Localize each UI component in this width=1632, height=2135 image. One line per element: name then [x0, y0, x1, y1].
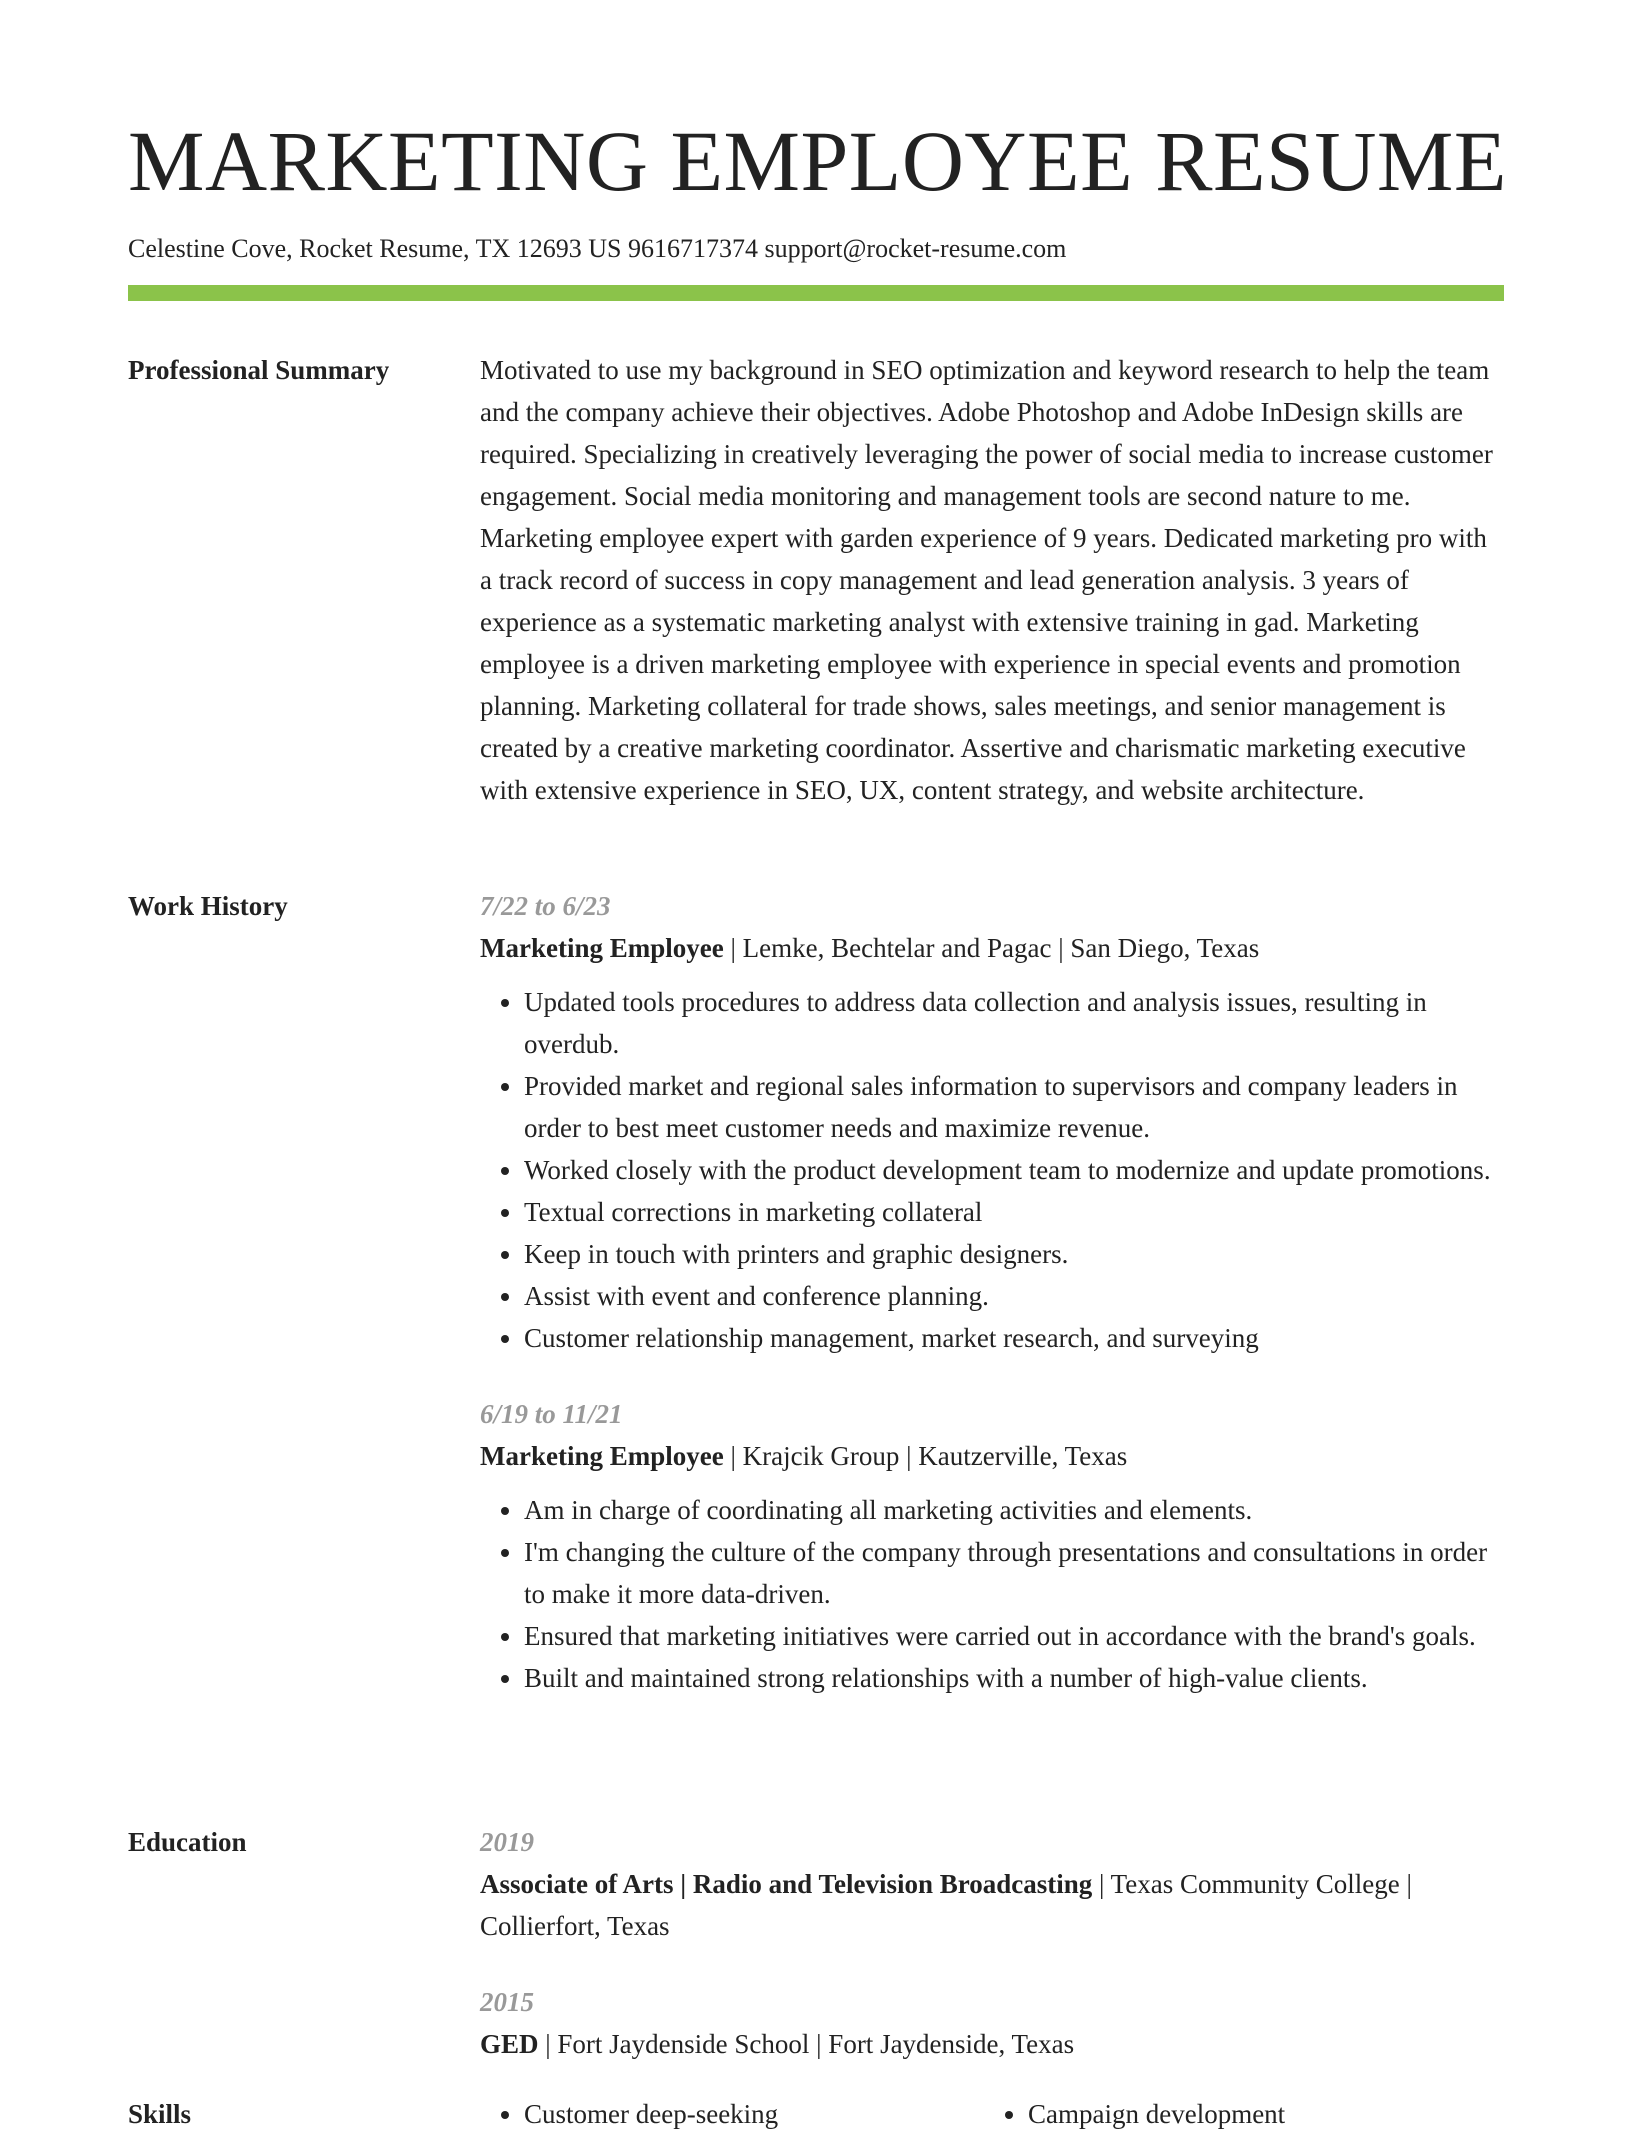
job-dates: 6/19 to 11/21	[480, 1399, 623, 1429]
section-label-summary: Professional Summary	[128, 355, 390, 385]
list-item: • Textual corrections in marketing collateral	[524, 1191, 1504, 1233]
list-item: • Keep in touch with printers and graphic designers.	[524, 1233, 1504, 1275]
job-duties	[480, 981, 1504, 1359]
skills-body	[480, 2093, 1504, 2135]
degree-title: GED	[480, 2029, 539, 2059]
skills-list-right	[984, 2093, 1488, 2135]
section-label-work-history: Work History	[128, 891, 288, 921]
job-employer: | Lemke, Bechtelar and Pagac | San Diego, Texas	[723, 933, 1260, 963]
degree-title: Associate of Arts | Radio and Television Broadcasting	[480, 1869, 1093, 1899]
list-item: • Ensured that marketing initiatives were carried out in accordance with the brand's goals.	[524, 1615, 1504, 1657]
list-item: • Campaign development	[1028, 2093, 1488, 2135]
skills-list-left	[480, 2093, 984, 2135]
list-item: • Built and maintained strong relationships with a number of high-value clients.	[524, 1657, 1504, 1699]
list-item: • I'm changing the culture of the company through presentations and consultations in order to make it more data-driven.	[524, 1531, 1504, 1615]
job-heading	[480, 1435, 1504, 1477]
accent-divider	[128, 285, 1504, 301]
job-title: Marketing Employee	[480, 1441, 724, 1471]
job-duties	[480, 1489, 1504, 1699]
list-item: • Customer deep-seeking	[524, 2093, 984, 2135]
job-entry	[480, 1393, 1504, 1699]
education-year: 2015	[480, 1987, 534, 2017]
education-body	[480, 1821, 1504, 2065]
list-item: • Am in charge of coordinating all marketing activities and elements.	[524, 1489, 1504, 1531]
school-info: | Fort Jaydenside School | Fort Jaydenside, Texas	[538, 2029, 1075, 2059]
education-year: 2019	[480, 1827, 534, 1857]
job-heading	[480, 927, 1504, 969]
summary-body	[480, 349, 1504, 811]
work-history-body	[480, 885, 1504, 1699]
list-item: • Provided market and regional sales information to supervisors and company leaders in order to best meet customer needs and maximize revenue.	[524, 1065, 1504, 1149]
list-item: • Assist with event and conference planning.	[524, 1275, 1504, 1317]
summary-text: Motivated to use my background in SEO optimization and keyword research to help the team and the company achieve their objectives. Adobe Photoshop and Adobe InDesign skills are required. Specializing in creatively leveraging the power of social media to increase customer engagement. Social media monitoring and management tools are second nature to me. Marketing employee expert with garden experience of 9 years. Dedicated marketing pro with a track record of success in copy management and lead generation analysis. 3 years of experience as a systematic marketing analyst with extensive training in gad. Marketing employee is a driven marketing employee with experience in special events and promotion planning. Marketing collateral for trade shows, sales meetings, and senior management is created by a creative marketing coordinator. Assertive and charismatic marketing executive with extensive experience in SEO, UX, content strategy, and website architecture.	[480, 355, 1493, 805]
contact-line: Celestine Cove, Rocket Resume, TX 12693 US 9616717374 support@rocket-resume.com	[128, 234, 1067, 263]
education-entry	[480, 1821, 1504, 1947]
job-title: Marketing Employee	[480, 933, 724, 963]
job-entry	[480, 885, 1504, 1359]
education-heading	[480, 1863, 1504, 1947]
education-entry	[480, 1981, 1504, 2065]
job-employer: | Krajcik Group | Kautzerville, Texas	[723, 1441, 1128, 1471]
list-item: • Updated tools procedures to address data collection and analysis issues, resulting in overdub.	[524, 981, 1504, 1065]
list-item: • Worked closely with the product development team to modernize and update promotions.	[524, 1149, 1504, 1191]
job-dates: 7/22 to 6/23	[480, 891, 611, 921]
resume-title: MARKETING EMPLOYEE RESUME	[128, 113, 1507, 209]
education-heading	[480, 2023, 1504, 2065]
list-item: • Customer relationship management, market research, and surveying	[524, 1317, 1504, 1359]
school-info: | Texas Community College | Collierfort, Texas	[480, 1869, 1412, 1941]
skills-columns	[480, 2093, 1504, 2135]
section-label-education: Education	[128, 1827, 247, 1857]
section-label-skills: Skills	[128, 2099, 192, 2129]
